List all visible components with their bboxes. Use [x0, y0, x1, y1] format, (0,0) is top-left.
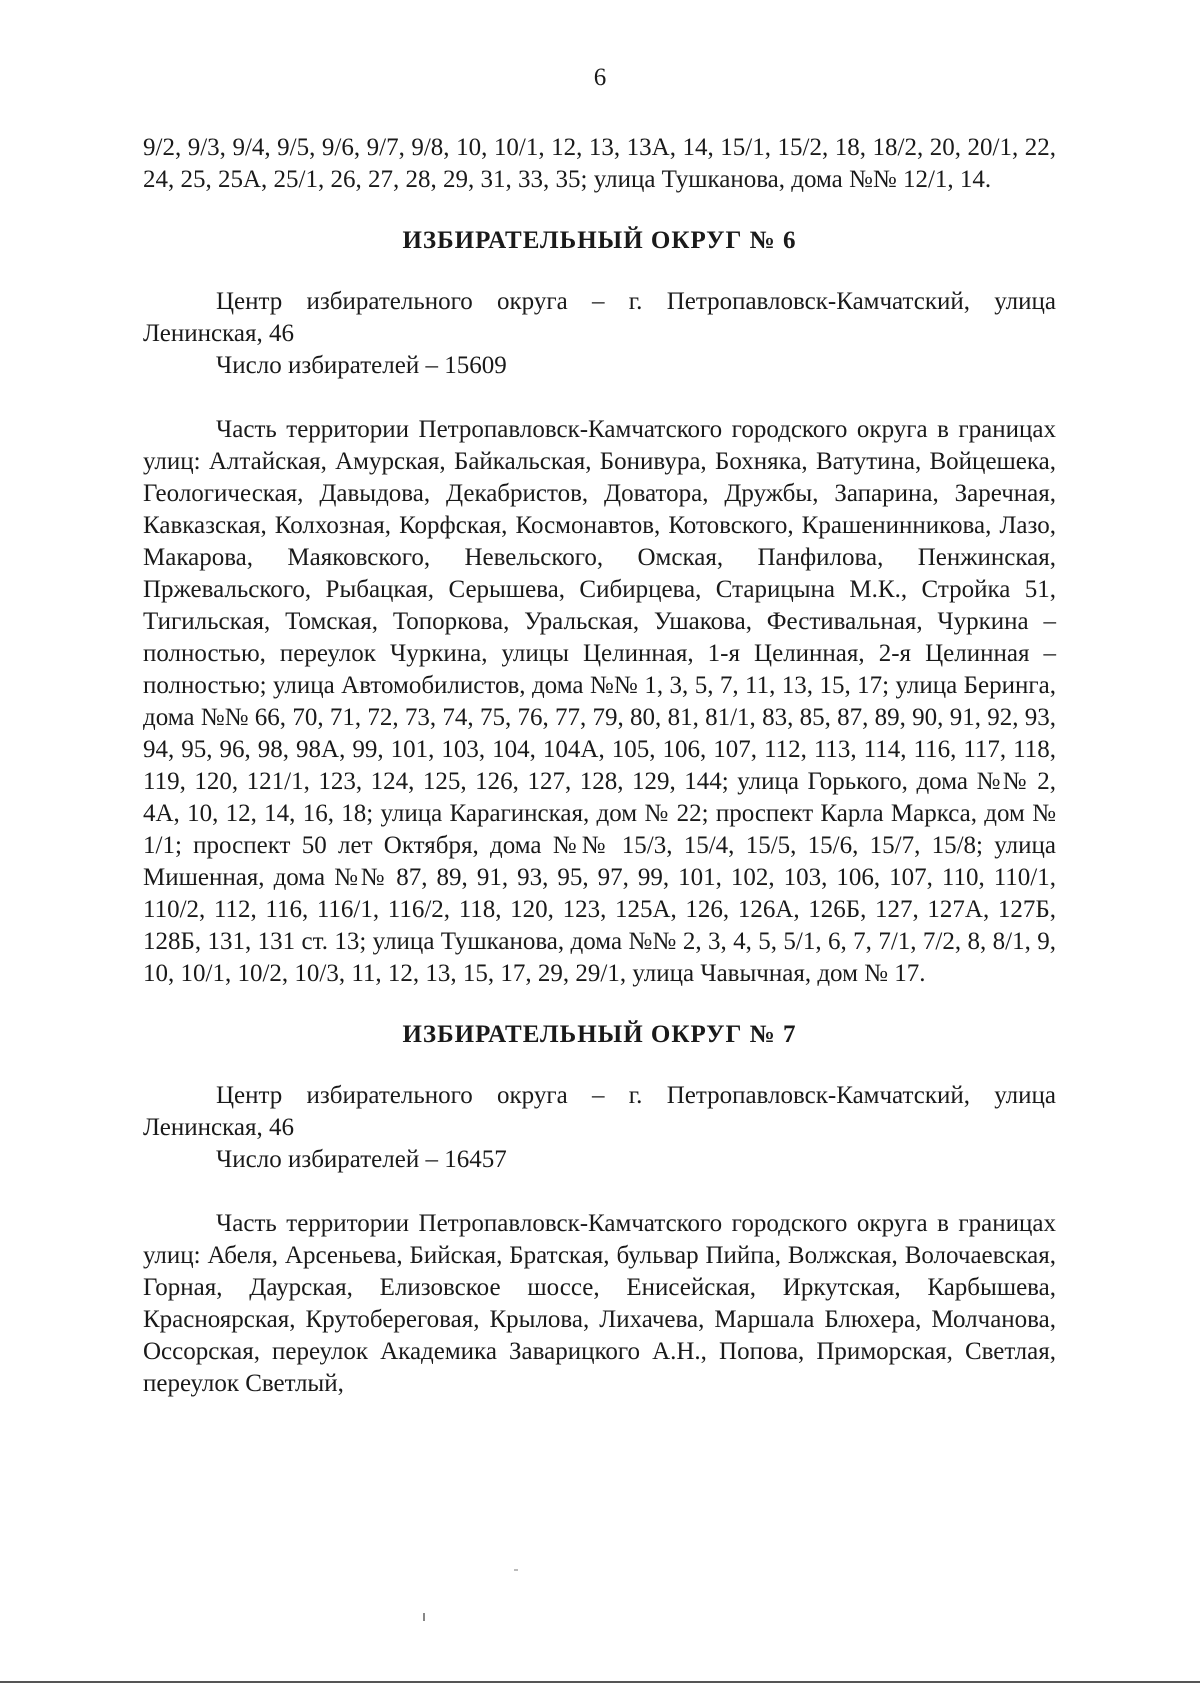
scan-speck: [423, 1613, 425, 1621]
district-6-territory: Часть территории Петропавловск-Камчатского городского округа в границах улиц: Алтайская, Амурская, Байкальская, Бонивура, Бохняка, Ватутина, Войцешека, Геологическая, Давыдова, Декабристов, Доватора, Дружбы, Запарина, Заречная, Кавказская, Колхозная, Корфская, Космонавтов, Котовского, Крашенинникова, Лазо, Макарова, Маяковского, Невельского, Омская, Панфилова, Пенжинская, Пржевальского, Рыбацкая, Серышева, Сибирцева, Старицына М.К., Стройка 51, Тигильская, Томская, Топоркова, Уральская, Ушакова, Фестивальная, Чуркина – полностью, переулок Чуркина, улицы Целинная, 1-я Целинная, 2-я Целинная – полностью; улица Автомобилистов, дома №№ 1, 3, 5, 7, 11, 13, 15, 17; улица Беринга, дома №№ 66, 70, 71, 72, 73, 74, 75, 76, 77, 79, 80, 81, 81/1, 83, 85, 87, 89, 90, 91, 92, 93, 94, 95, 96, 98, 98А, 99, 101, 103, 104, 104А, 105, 106, 107, 112, 113, 114, 116, 117, 118, 119, 120, 121/1, 123, 124, 125, 126, 127, 128, 129, 144; улица Горького, дома №№ 2, 4А, 10, 12, 14, 16, 18; улица Карагинская, дом № 22; проспект Карла Маркса, дом № 1/1; проспект 50 лет Октября, дома №№ 15/3, 15/4, 15/5, 15/6, 15/7, 15/8; улица Мишенная, дома №№ 87, 89, 91, 93, 95, 97, 99, 101, 102, 103, 106, 107, 110, 110/1, 110/2, 112, 116, 116/1, 116/2, 118, 120, 123, 125А, 126, 126А, 126Б, 127, 127А, 127Б, 128Б, 131, 131 ст. 13; улица Тушканова, дома №№ 2, 3, 4, 5, 5/1, 6, 7, 7/1, 7/2, 8, 8/1, 9, 10, 10/1, 10/2, 10/3, 11, 12, 13, 15, 17, 29, 29/1, улица Чавычная, дом № 17.: [143, 416, 1056, 987]
district-7-center: Центр избирательного округа – г. Петропавловск-Камчатский, улица Ленинская, 46: [143, 1082, 1056, 1141]
document-body: [143, 132, 1056, 1400]
district-6-voters: Число избирателей – 15609: [216, 352, 507, 379]
page-number: 6: [593, 64, 607, 91]
paragraph-gap: [143, 1176, 1056, 1208]
district-6-center: Центр избирательного округа – г. Петропавловск-Камчатский, улица Ленинская, 46: [143, 288, 1056, 347]
district-7-heading: ИЗБИРАТЕЛЬНЫЙ ОКРУГ № 7: [402, 1021, 797, 1048]
scan-edge-line: [0, 1681, 1200, 1683]
district-7-territory: Часть территории Петропавловск-Камчатского городского округа в границах улиц: Абеля, Арсеньева, Бийская, Братская, бульвар Пийпа, Волжская, Волочаевская, Горная, Даурская, Елизовское шоссе, Енисейская, Иркутская, Карбышева, Красноярская, Крутобереговая, Крылова, Лихачева, Маршала Блюхера, Молчанова, Оссорская, переулок Академика Заварицкого А.Н., Попова, Приморская, Светлая, переулок Светлый,: [143, 1210, 1056, 1397]
district-6-heading: ИЗБИРАТЕЛЬНЫЙ ОКРУГ № 6: [402, 227, 797, 254]
paragraph-gap: [143, 382, 1056, 414]
scan-speck: [514, 1569, 518, 1571]
district-7-voters: Число избирателей – 16457: [216, 1146, 507, 1173]
intro-paragraph: 9/2, 9/3, 9/4, 9/5, 9/6, 9/7, 9/8, 10, 10/1, 12, 13, 13А, 14, 15/1, 15/2, 18, 18/2, 20, 20/1, 22, 24, 25, 25А, 25/1, 26, 27, 28, 29, 31, 33, 35; улица Тушканова, дома №№ 12/1, 14.: [143, 134, 1056, 193]
